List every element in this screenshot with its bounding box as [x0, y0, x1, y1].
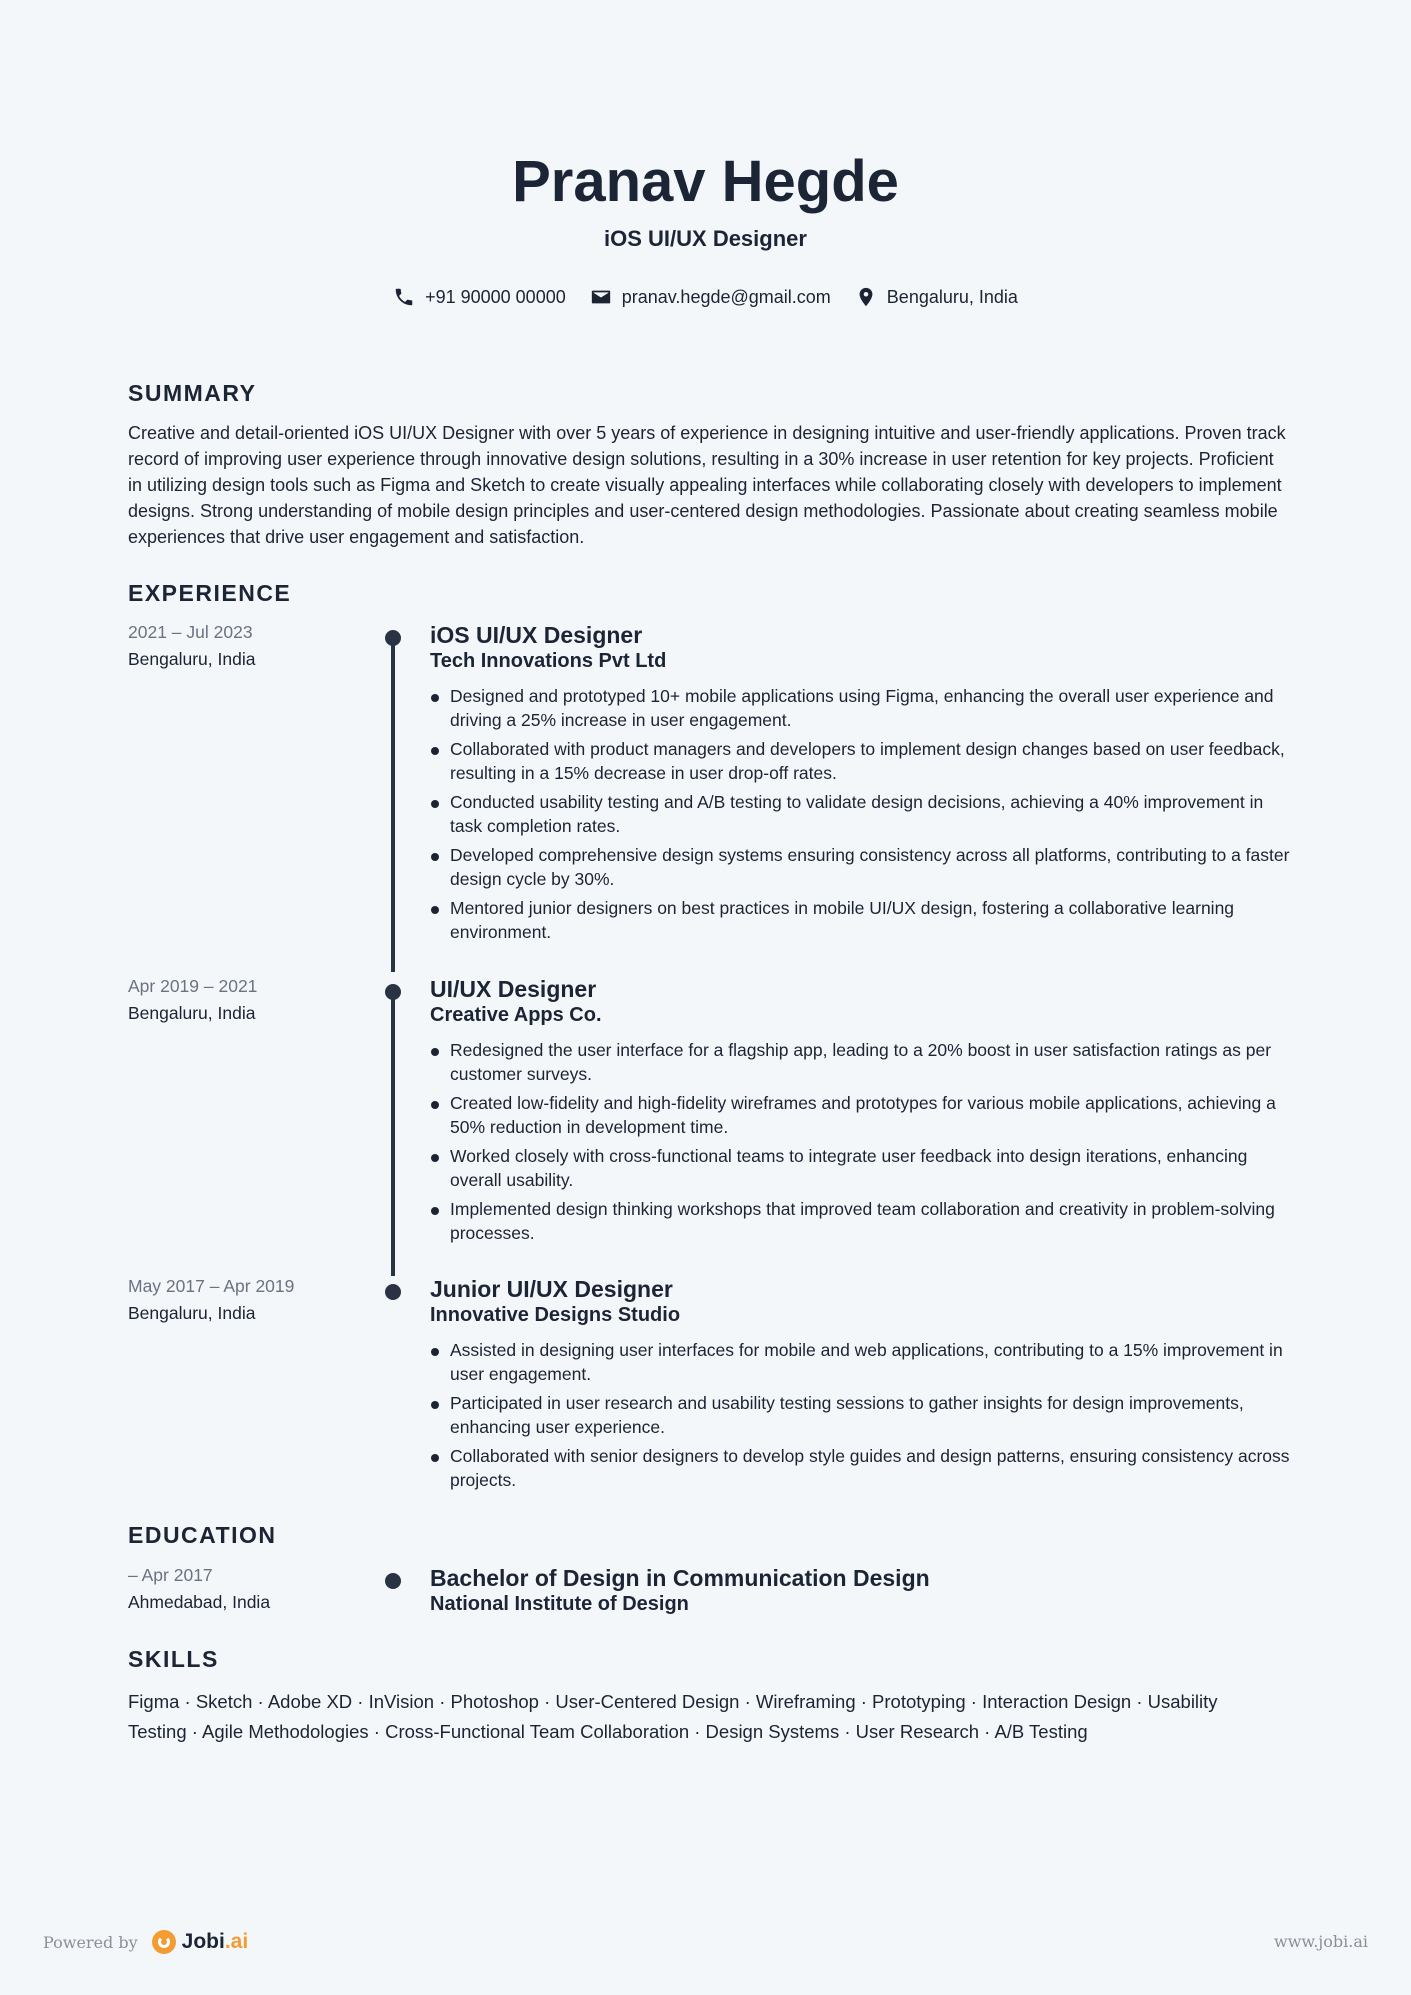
- email-text: pranav.hegde@gmail.com: [621, 286, 831, 307]
- website-link[interactable]: www.jobi.ai: [1274, 1932, 1368, 1951]
- job-title: iOS UI/UX Designer: [430, 622, 643, 648]
- brand-suffix: .ai: [224, 1930, 249, 1953]
- entry-location: Bengaluru, India: [128, 1303, 256, 1323]
- summary-heading: SUMMARY: [128, 380, 257, 406]
- bullet-list: [430, 684, 1290, 949]
- list-item: Assisted in designing user interfaces for mobile and web applications, contributing to a 15% improvement in user engagement.: [430, 1338, 1290, 1386]
- entry-location: Bengaluru, India: [128, 1003, 256, 1023]
- experience-heading: EXPERIENCE: [128, 580, 292, 606]
- footer-branding: [43, 1930, 248, 1954]
- list-item: Participated in user research and usability testing sessions to gather insights for design improvements, enhancing user experience.: [430, 1391, 1290, 1439]
- timeline-dot: [385, 1284, 401, 1300]
- entry-dates: Apr 2019 – 2021: [128, 976, 258, 996]
- list-item: Developed comprehensive design systems ensuring consistency across all platforms, contributing to a faster design cycle by 30%.: [430, 843, 1290, 891]
- skills-heading: SKILLS: [128, 1646, 219, 1672]
- list-item: Created low-fidelity and high-fidelity wireframes and prototypes for various mobile applications, achieving a 50% reduction in development time.: [430, 1091, 1290, 1139]
- job-title: UI/UX Designer: [430, 976, 597, 1002]
- list-item: Implemented design thinking workshops that improved team collaboration and creativity in problem-solving processes.: [430, 1197, 1290, 1245]
- entry-location: Ahmedabad, India: [128, 1592, 271, 1612]
- bullet-list: [430, 1338, 1290, 1497]
- contact-bar: [0, 286, 1411, 308]
- phone-icon: [393, 286, 415, 308]
- contact-email[interactable]: [590, 286, 831, 308]
- list-item: Collaborated with product managers and developers to implement design changes based on user feedback, resulting in a 15% decrease in user drop-off rates.: [430, 737, 1290, 785]
- location-text: Bengaluru, India: [886, 286, 1018, 307]
- company-name: Creative Apps Co.: [430, 1004, 602, 1026]
- degree-title: Bachelor of Design in Communication Design: [430, 1565, 930, 1591]
- jobi-logo-icon: [152, 1930, 176, 1954]
- education-heading: EDUCATION: [128, 1522, 277, 1548]
- bullet-list: [430, 1038, 1290, 1250]
- brand-logo[interactable]: [152, 1930, 249, 1954]
- list-item: Mentored junior designers on best practices in mobile UI/UX design, fostering a collaborative learning environment.: [430, 896, 1290, 944]
- job-title: Junior UI/UX Designer: [430, 1276, 673, 1302]
- school-name: National Institute of Design: [430, 1593, 689, 1615]
- mail-icon: [590, 286, 612, 308]
- list-item: Conducted usability testing and A/B testing to validate design decisions, achieving a 40% improvement in task completion rates.: [430, 790, 1290, 838]
- company-name: Innovative Designs Studio: [430, 1304, 681, 1326]
- company-name: Tech Innovations Pvt Ltd: [430, 650, 667, 672]
- summary-text: Creative and detail-oriented iOS UI/UX Designer with over 5 years of experience in designing intuitive and user-friendly applications. Proven track record of improving user experience through innovative design solutions, resulting in a 30% increase in user retention for key projects. Proficient in utilizing design tools such as Figma and Sketch to create visually appealing interfaces while collaborating closely with developers to implement designs. Strong understanding of mobile design principles and user-centered design methodologies. Passionate about creating seamless mobile experiences that drive user engagement and satisfaction.: [128, 423, 1286, 547]
- contact-location: [855, 286, 1018, 308]
- skills-list: Figma · Sketch · Adobe XD · InVision · Photoshop · User-Centered Design · Wireframing · Prototyping · Interaction Design · Usability Testing · Agile Methodologies · Cross-Functional Team Collaboration · Design Systems · User Research · A/B Testing: [128, 1691, 1218, 1742]
- timeline-line: [391, 992, 395, 1276]
- list-item: Redesigned the user interface for a flagship app, leading to a 20% boost in user satisfaction ratings as per customer surveys.: [430, 1038, 1290, 1086]
- timeline-dot: [385, 1573, 401, 1589]
- list-item: Designed and prototyped 10+ mobile applications using Figma, enhancing the overall user experience and driving a 25% increase in user engagement.: [430, 684, 1290, 732]
- brand-name: Jobi: [181, 1930, 225, 1953]
- entry-dates: May 2017 – Apr 2019: [128, 1276, 295, 1296]
- entry-dates: – Apr 2017: [128, 1565, 213, 1585]
- list-item: Collaborated with senior designers to develop style guides and design patterns, ensuring consistency across projects.: [430, 1444, 1290, 1492]
- contact-phone[interactable]: [393, 286, 566, 308]
- map-pin-icon: [855, 286, 877, 308]
- candidate-name: Pranav Hegde: [512, 149, 899, 214]
- entry-dates: 2021 – Jul 2023: [128, 622, 253, 642]
- entry-location: Bengaluru, India: [128, 649, 256, 669]
- list-item: Worked closely with cross-functional teams to integrate user feedback into design iterations, enhancing overall usability.: [430, 1144, 1290, 1192]
- candidate-role: iOS UI/UX Designer: [604, 226, 807, 251]
- powered-by-text: Powered by: [43, 1932, 138, 1952]
- phone-text: +91 90000 00000: [425, 286, 566, 307]
- timeline-line: [391, 638, 395, 972]
